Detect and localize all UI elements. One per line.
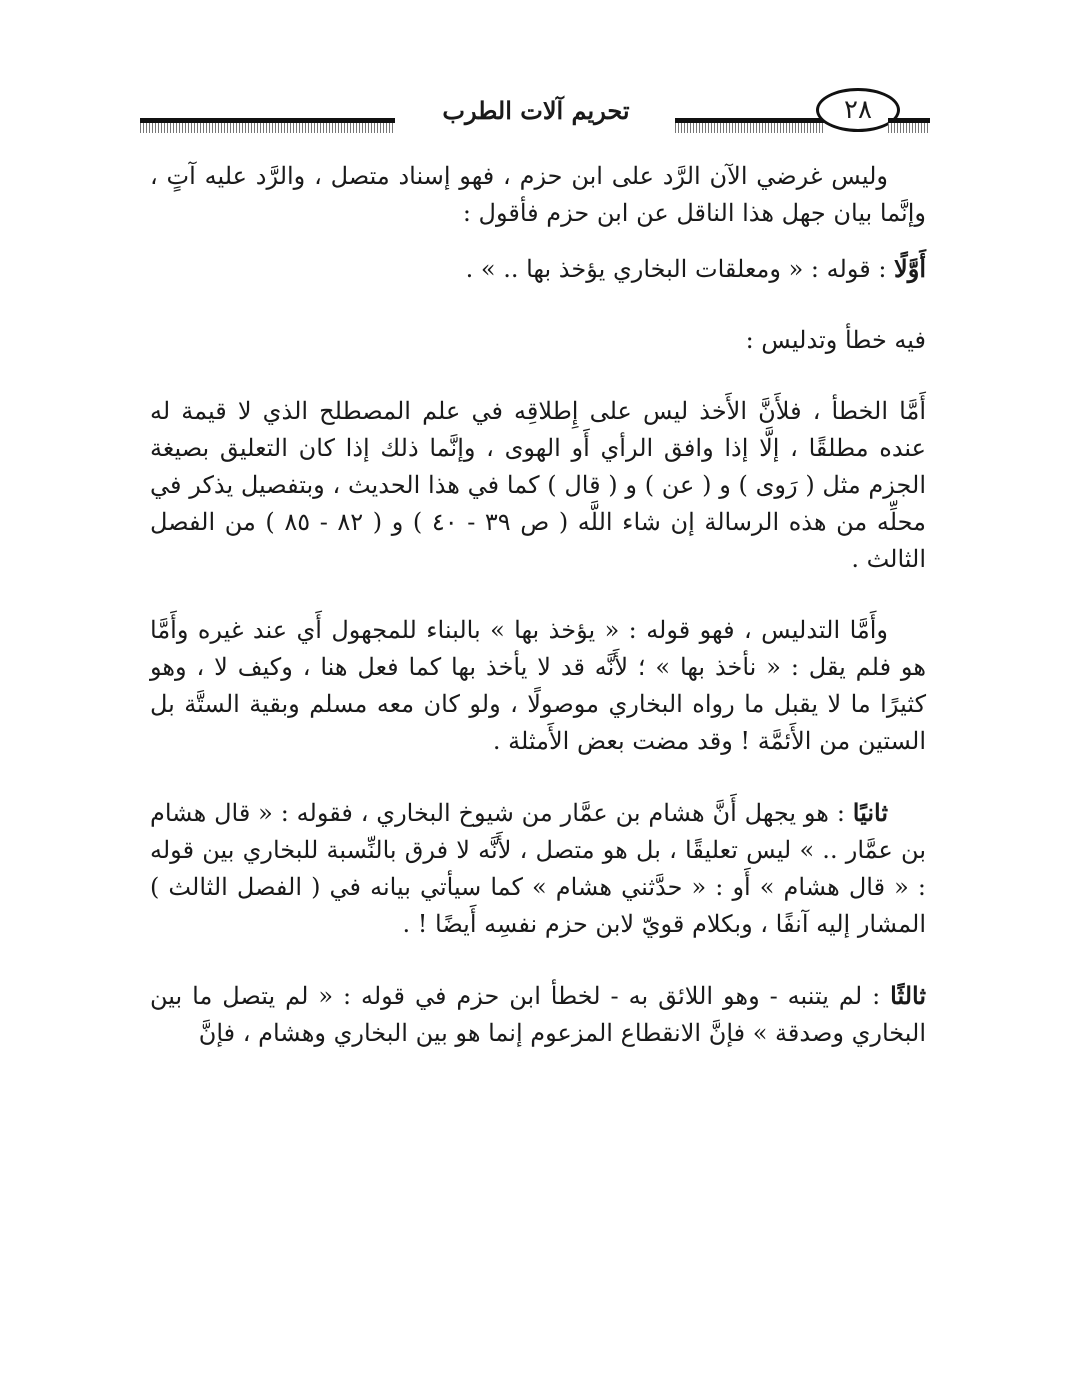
paragraph-text: : لم يتنبه - وهو اللائق به - لخطأ ابن حزم في قوله : « لم يتصل ما بين البخاري وصدقة » فإنَّ الانقطاع المزعوم إنما هو بين البخاري وهشام ، فإنَّ xyxy=(150,982,926,1047)
page-header xyxy=(140,82,930,142)
header-rule-right xyxy=(888,118,930,133)
paragraph xyxy=(150,322,926,359)
paragraph xyxy=(150,250,926,288)
paragraph-text: : هو يجهل أَنَّ هشام بن عمَّار من شيوخ البخاري ، فقوله : « قال هشام بن عمَّار .. » ليس تعليقًا ، بل هو متصل ، لأَنَّه لا فرق بالنِّسبة للبخاري بين قوله : « قال هشام » أَو : « حدَّثني هشام » كما سيأتي بيانه في ( الفصل الثالث ) المشار إليه آنفًا ، وبكلام قويّ لابن حزم نفسِه أَيضًا ! . xyxy=(150,799,926,938)
paragraph xyxy=(150,393,926,578)
point-label: ثالثًا xyxy=(890,981,926,1010)
header-rule-left xyxy=(140,118,395,133)
paragraph-text: أَمَّا الخطأ ، فلأَنَّ الأَخذ ليس على إِطلاقِه في علم المصطلح الذي لا قيمة له عنده مطلقًا ، إلَّا إذا وافق الرأي أَو الهوى ، وإنَّما ذلك إذا كان التعليق بصيغة الجزم مثل ( رَوى ) و ( عن ) و ( قال ) كما في هذا الحديث ، وبتفصيل يذكر في محلِّه من هذه الرسالة إن شاء اللَّه ( ص ٣٩ - ٤٠ ) و ( ٨٢ - ٨٥ ) من الفصل الثالث . xyxy=(150,397,926,573)
point-label: أَوَّلًا xyxy=(894,254,926,283)
page-number: ٢٨ xyxy=(816,88,900,132)
paragraph-text: فيه خطأ وتدليس : xyxy=(745,326,926,354)
paragraph-text: وليس غرضي الآن الرَّد على ابن حزم ، فهو إسناد متصل ، والرَّد عليه آتٍ ، وإنَّما بيان جهل هذا الناقل عن ابن حزم فأقول : xyxy=(150,162,926,227)
paragraph xyxy=(150,158,926,232)
running-title: تحريم آلات الطرب xyxy=(442,96,630,125)
paragraph xyxy=(150,977,926,1052)
point-label: ثانيًا xyxy=(852,798,888,827)
paragraph xyxy=(150,612,926,760)
paragraph-text: : قوله : « ومعلقات البخاري يؤخذ بها .. » . xyxy=(465,255,895,283)
header-rule-middle xyxy=(675,118,825,133)
body-text xyxy=(150,158,926,1052)
paragraph xyxy=(150,794,926,943)
paragraph-text: وأَمَّا التدليس ، فهو قوله : « يؤخذ بها » بالبناء للمجهول أَي عند غيره وأَمَّا هو فلم يقل : « نأخذ بها » ؛ لأَنَّه قد لا يأخذ بها كما فعل هنا ، وكيف لا ، وهو كثيرًا ما لا يقبل ما رواه البخاري موصولًا ، ولو كان معه مسلم وبقية الستَّة بل الستين من الأَئمَّة ! وقد مضت بعض الأَمثلة . xyxy=(150,616,927,755)
